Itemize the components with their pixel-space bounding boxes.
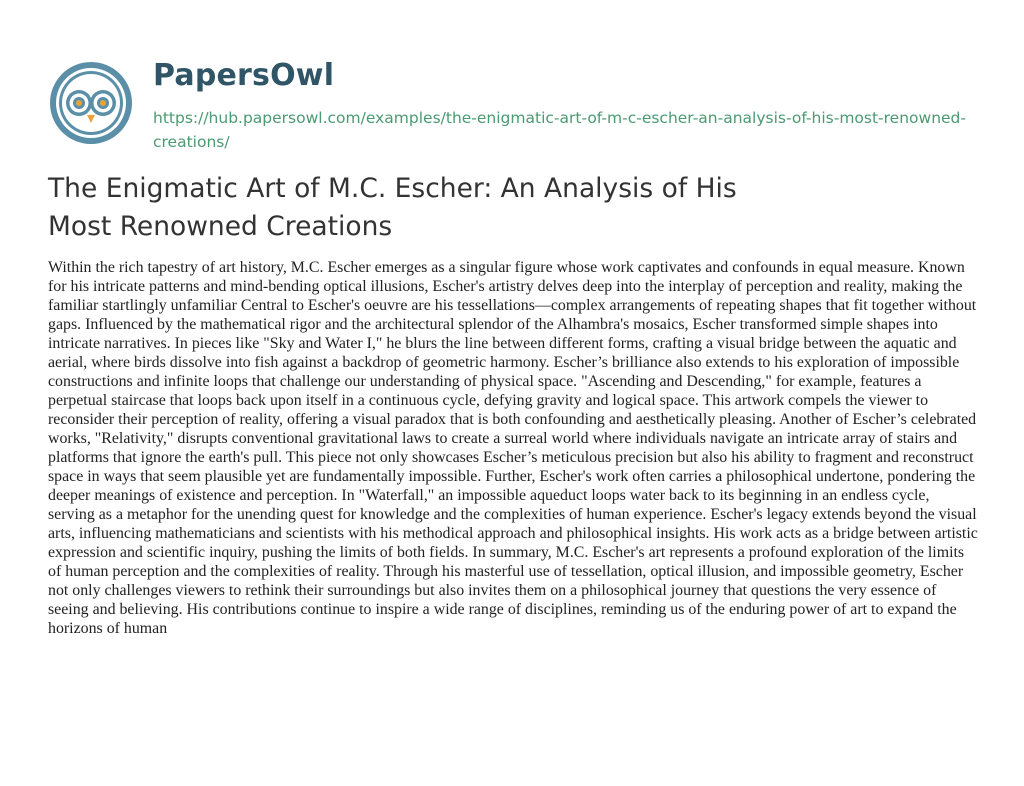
document-url: https://hub.papersowl.com/examples/the-enigmatic-art-of-m-c-escher-an-analysis-of-his-most-renowned-creations/ bbox=[153, 109, 966, 151]
brand-name: PapersOwl bbox=[153, 58, 335, 93]
owl-logo-icon bbox=[48, 60, 134, 146]
article-title: The Enigmatic Art of M.C. Escher: An Analysis of His Most Renowned Creations bbox=[48, 173, 737, 242]
document-header bbox=[48, 28, 988, 158]
article-body: Within the rich tapestry of art history, M.C. Escher emerges as a singular figure whose work captivates and confounds in equal measure. Known for his intricate patterns and mind-bending optical illusions, Escher's artistry delves deep into the interplay of perception and reality, making the familiar startlingly unfamiliar Central to Escher's oeuvre are his tessellations—complex arrangements of repeating shapes that fit together without gaps. Influenced by the mathematical rigor and the architectural splendor of the Alhambra's mosaics, Escher transformed simple shapes into intricate narratives. In pieces like "Sky and Water I," he blurs the line between different forms, crafting a visual bridge between the aquatic and aerial, where birds dissolve into fish against a backdrop of geometric harmony. Escher’s brilliance also extends to his exploration of impossible constructions and infinite loops that challenge our understanding of physical space. "Ascending and Descending," for example, features a perpetual staircase that loops back upon itself in a continuous cycle, defying gravity and logical space. This artwork compels the viewer to reconsider their perception of reality, offering a visual paradox that is both confounding and aesthetically pleasing. Another of Escher’s celebrated works, "Relativity," disrupts conventional gravitational laws to create a surreal world where individuals navigate an intricate array of stairs and platforms that ignore the earth's pull. This piece not only showcases Escher’s meticulous precision but also his ability to fragment and reconstruct space in ways that seem plausible yet are fundamentally impossible. Further, Escher's work often carries a philosophical undertone, pondering the deeper meanings of existence and perception. In "Waterfall," an impossible aqueduct loops water back to its beginning in an endless cycle, serving as a metaphor for the unending quest for knowledge and the complexities of human experience. Escher's legacy extends beyond the visual arts, influencing mathematicians and scientists with his methodical approach and philosophical insights. His work acts as a bridge between artistic expression and scientific inquiry, pushing the limits of both fields. In summary, M.C. Escher's art represents a profound exploration of the limits of human perception and the complexities of reality. Through his masterful use of tessellation, optical illusion, and impossible geometry, Escher not only challenges viewers to rethink their surroundings but also invites them on a philosophical journey that questions the very essence of seeing and believing. His contributions continue to inspire a wide range of disciplines, reminding us of the enduring power of art to expand the horizons of human bbox=[48, 259, 978, 637]
